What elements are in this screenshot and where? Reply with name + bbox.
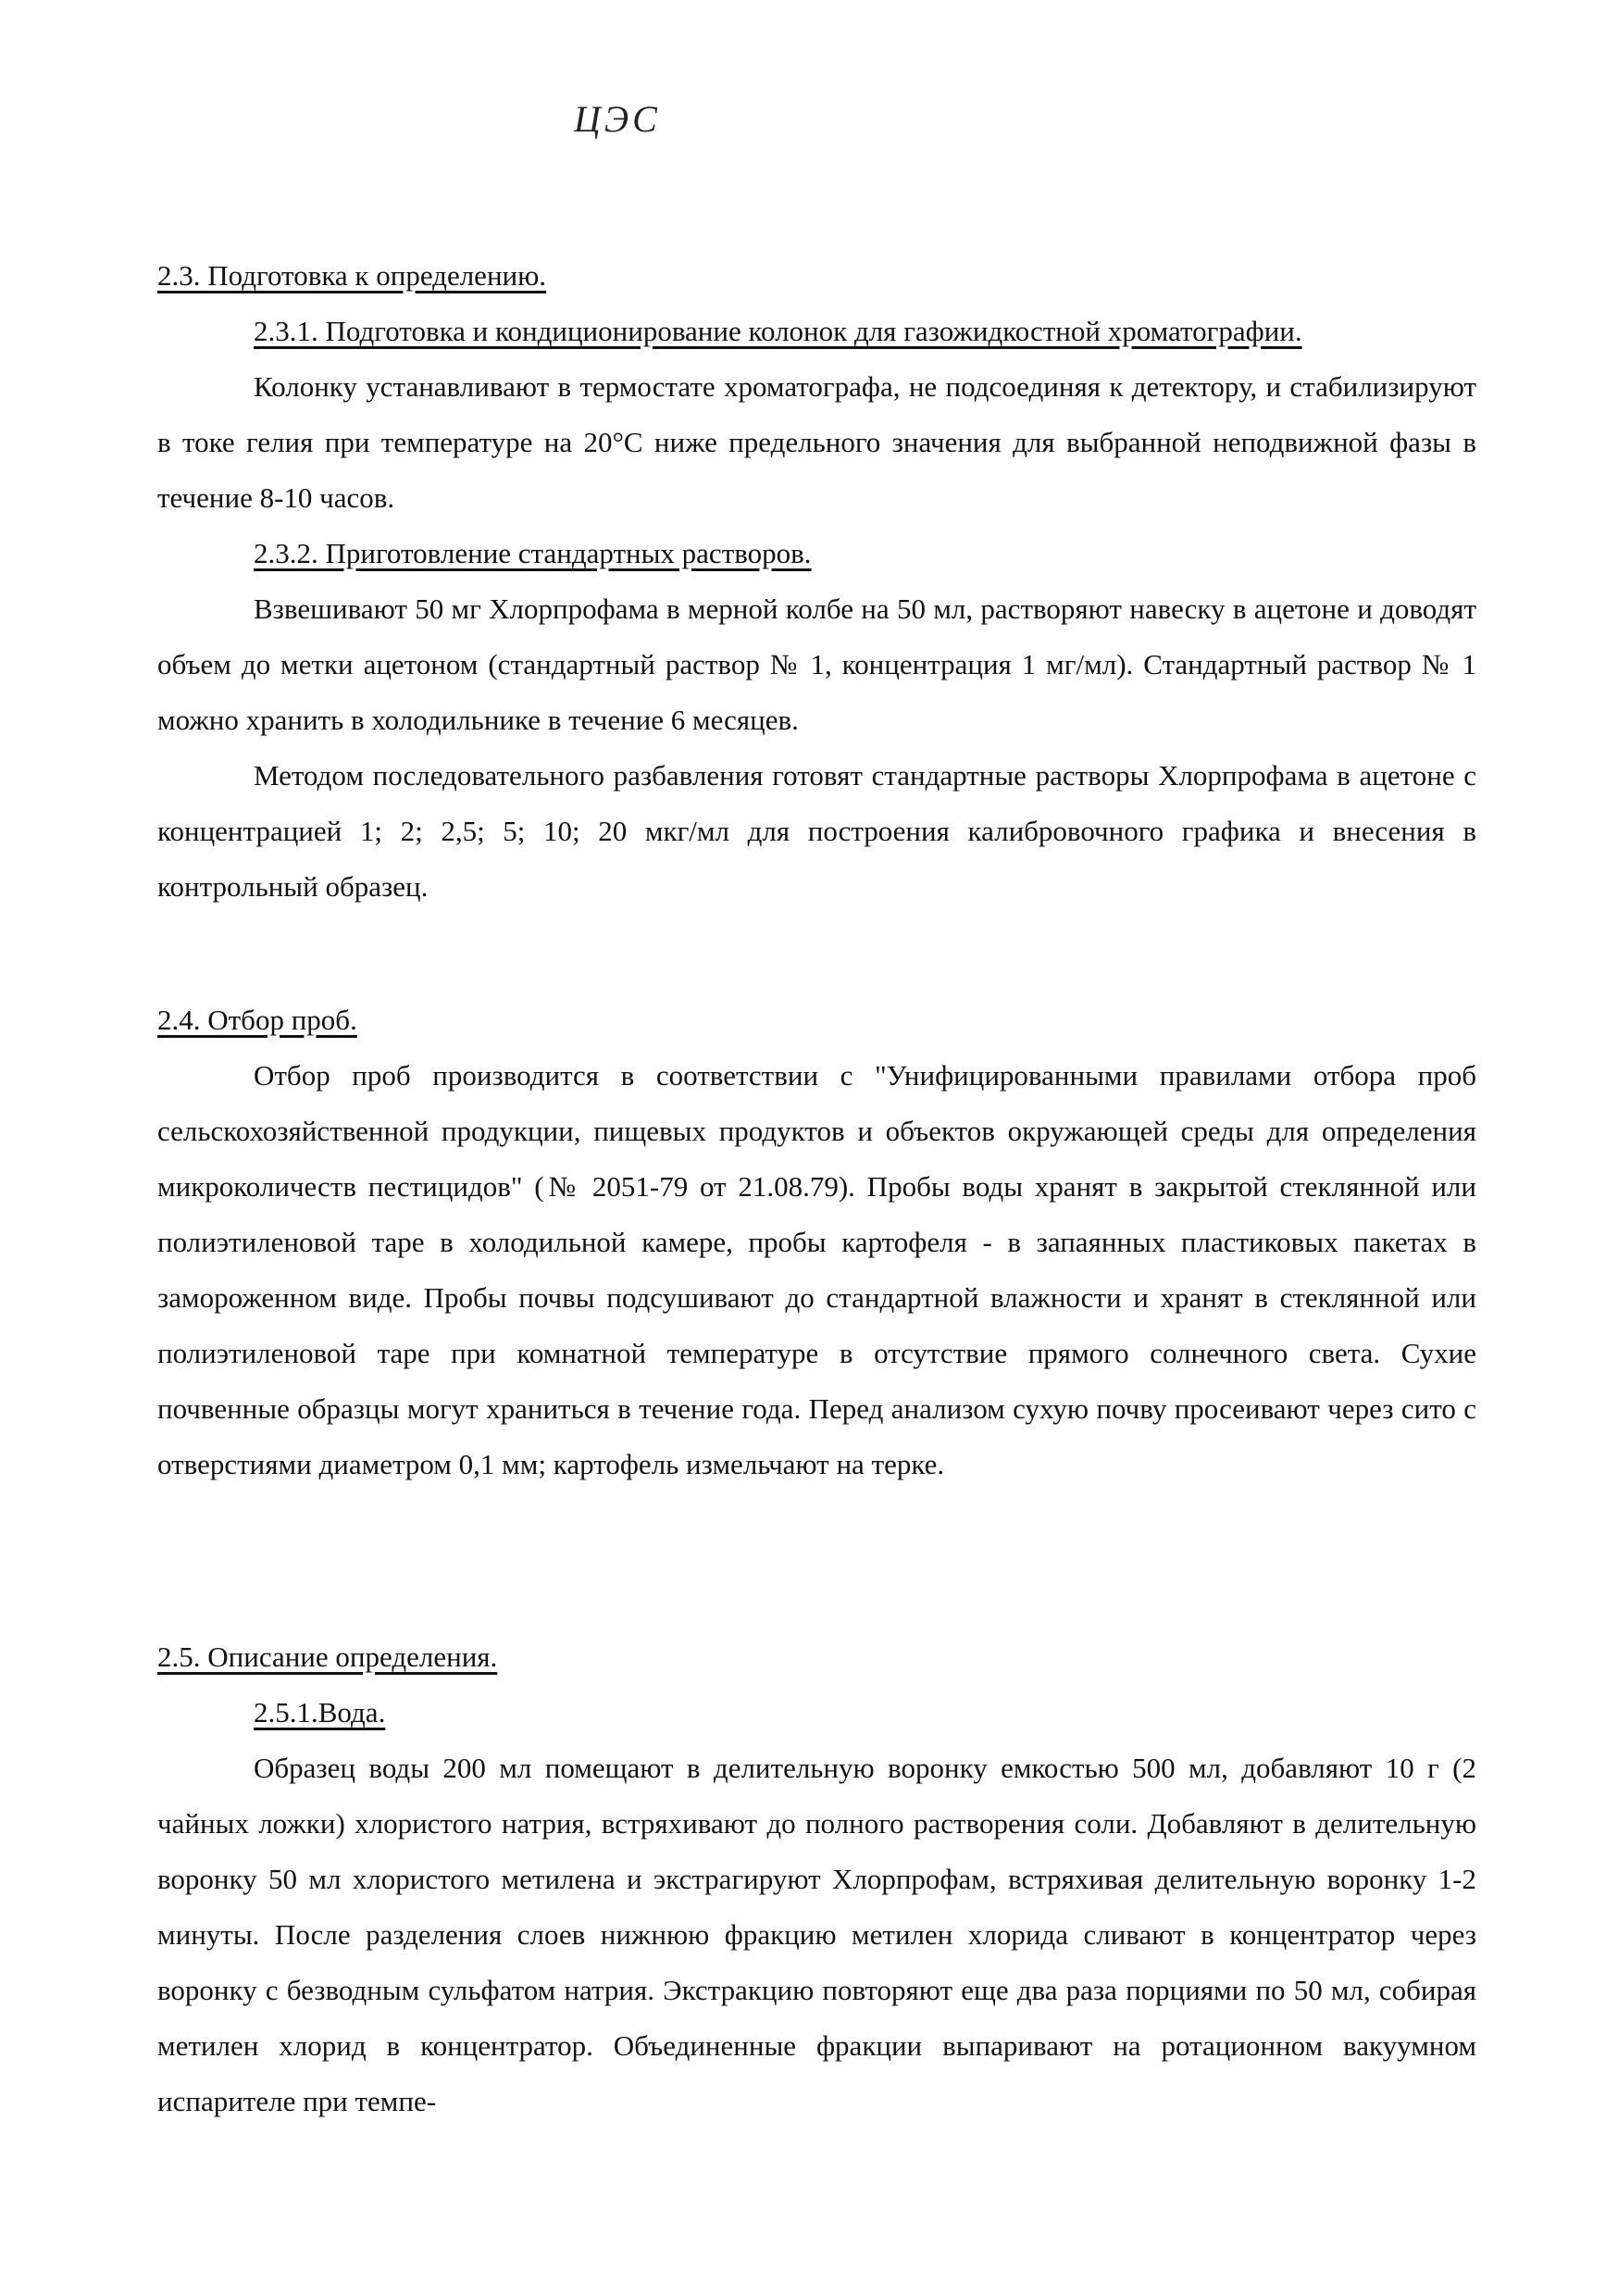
section-heading: 2.5. Описание определения. <box>157 1641 498 1673</box>
paragraph: Методом последовательного разбавления готовят стандартные растворы Хлорпрофама в ацетоне с концентрацией 1; 2; 2,5; 5; 10; 20 мкг/мл для построения калибровочного графика и внесения в контрольный образец. <box>157 759 1476 903</box>
subsection-heading: 2.3.1. Подготовка и кондиционирование колонок для газожидкостной хроматографии. <box>254 315 1302 347</box>
paragraph: Колонку устанавливают в термостате хроматографа, не подсоединяя к детектору, и стабилизируют в токе гелия при температуре на 20°С ниже предельного значения для выбранной неподвижной фазы в течение 8-10 часов. <box>157 370 1476 514</box>
subsection-heading: 2.5.1.Вода. <box>254 1696 386 1728</box>
section-2-3 <box>157 248 1476 915</box>
section-2-4 <box>157 992 1476 1492</box>
section-heading: 2.4. Отбор проб. <box>157 1004 357 1036</box>
handwritten-page-mark: ЦЭС <box>574 98 661 140</box>
section-2-5 <box>157 1629 1476 2129</box>
paragraph: Взвешивают 50 мг Хлорпрофама в мерной колбе на 50 мл, растворяют навеску в ацетоне и доводят объем до метки ацетоном (стандартный раствор № 1, концентрация 1 мг/мл). Стандартный раствор № 1 можно хранить в холодильнике в течение 6 месяцев. <box>157 593 1476 736</box>
paragraph: Образец воды 200 мл помещают в делительную воронку емкостью 500 мл, добавляют 10 г (2 чайных ложки) хлористого натрия, встряхивают до полного растворения соли. Добавляют в делительную воронку 50 мл хлористого метилена и экстрагируют Хлорпрофам, встряхивая делительную воронку 1-2 минуты. После разделения слоев нижнюю фракцию метилен хлорида сливают в концентратор через воронку с безводным сульфатом натрия. Экстракцию повторяют еще два раза порциями по 50 мл, собирая метилен хлорид в концентратор. Объединенные фракции выпаривают на ротационном вакуумном испарителе при темпе- <box>157 1752 1476 2117</box>
section-heading: 2.3. Подготовка к определению. <box>157 259 547 292</box>
paragraph: Отбор проб производится в соответствии с "Унифицированными правилами отбора проб сельскохозяйственной продукции, пищевых продуктов и объектов окружающей среды для определения микроколичеств пестицидов" (№ 2051-79 от 21.08.79). Пробы воды хранят в закрытой стеклянной или полиэтиленовой таре в холодильной камере, пробы картофеля - в запаянных пластиковых пакетах в замороженном виде. Пробы почвы подсушивают до стандартной влажности и хранят в стеклянной или полиэтиленовой таре при комнатной температуре в отсутствие прямого солнечного света. Сухие почвенные образцы могут храниться в течение года. Перед анализом сухую почву просеивают через сито с отверстиями диаметром 0,1 мм; картофель измельчают на терке. <box>157 1059 1476 1480</box>
subsection-heading: 2.3.2. Приготовление стандартных растворов. <box>254 537 812 569</box>
